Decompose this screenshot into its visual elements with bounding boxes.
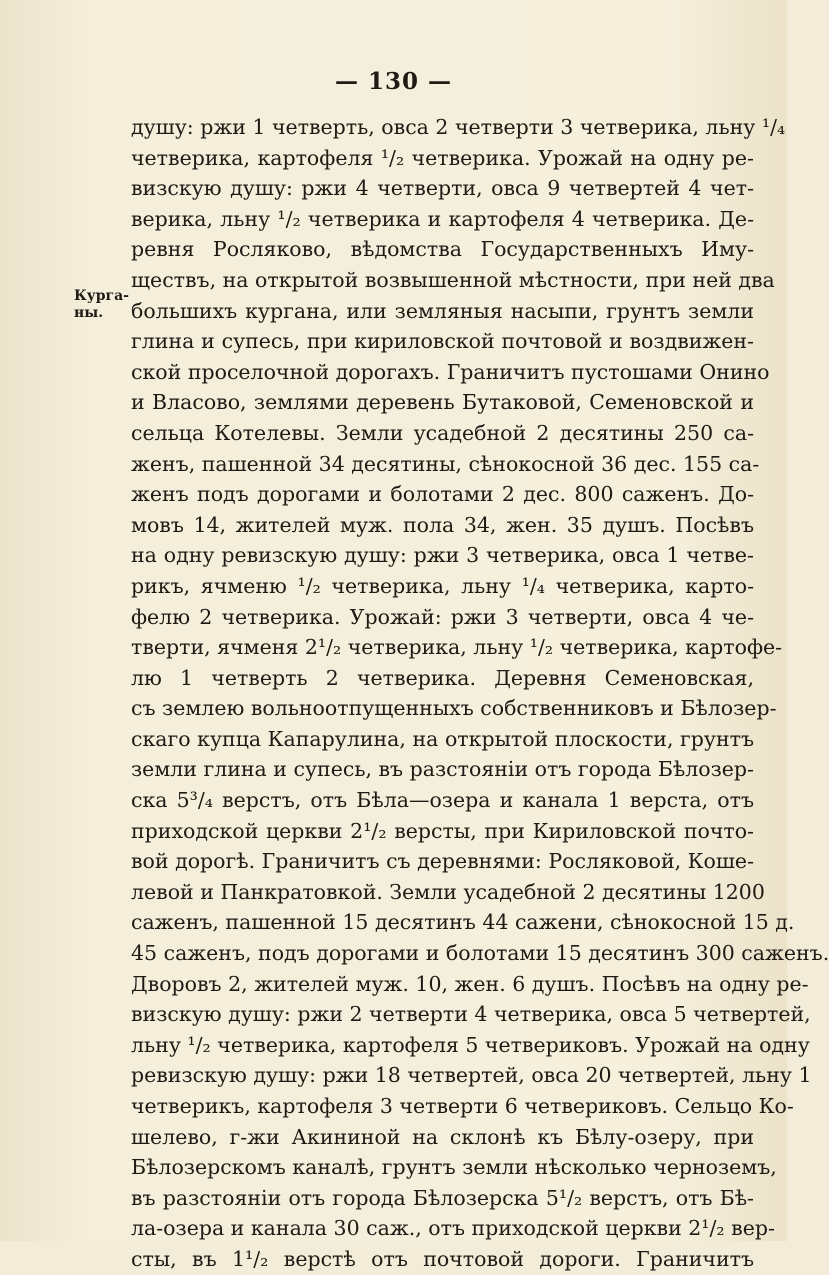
text-line: скаго купца Капарулина, на открытой плоскости, грунтъ xyxy=(131,726,754,751)
text-line: визскую душу: ржи 4 четверти, овса 9 четвертей 4 чет- xyxy=(131,176,754,201)
text-line: ревизскую душу: ржи 18 четвертей, овса 20 четвертей, льну 1 xyxy=(131,1063,812,1088)
text-line: саженъ, пашенной 15 десятинъ 44 сажени, сѣнокосной 15 д. xyxy=(131,910,795,935)
text-line: женъ, пашенной 34 десятины, сѣнокосной 36 дес. 155 са- xyxy=(131,451,760,476)
text-line: душу: ржи 1 четверть, овса 2 четверти 3 четверика, льну ¹/₄ xyxy=(131,115,786,139)
margin-note: Курга- ны. xyxy=(74,288,129,321)
text-line: ла-озера и канала 30 саж., отъ приходской церкви 2¹/₂ вер- xyxy=(131,1216,775,1241)
text-line: левой и Панкратовкой. Земли усадебной 2 десятины 1200 xyxy=(131,879,765,904)
page-number: — 130 — xyxy=(334,68,453,95)
text-line: ществъ, на открытой возвышенной мѣстности, при ней два xyxy=(131,267,775,292)
text-line: четверика, картофеля ¹/₂ четверика. Урожай на одну ре- xyxy=(131,145,754,170)
text-line: шелево, г-жи Акининой на склонѣ къ Бѣлу-озеру, при xyxy=(131,1124,754,1149)
text-line: ревня Росляково, вѣдомства Государственныхъ Иму- xyxy=(131,237,754,262)
text-line: лю 1 четверть 2 четверика. Деревня Семеновская, xyxy=(131,665,754,690)
text-line: рикъ, ячменю ¹/₂ четверика, льну ¹/₄ четверика, карто- xyxy=(131,573,754,598)
text-line: тверти, ячменя 2¹/₂ четверика, льну ¹/₂ четверика, картофе- xyxy=(131,635,783,660)
text-line: визскую душу: ржи 2 четверти 4 четверика, овса 5 четвертей, xyxy=(131,1002,811,1027)
text-line: съ землею вольноотпущенныхъ собственниковъ и Бѣлозер- xyxy=(131,696,777,721)
text-line: Дворовъ 2, жителей муж. 10, жен. 6 душъ. Посѣвъ на одну ре- xyxy=(131,971,809,996)
text-line: приходской церкви 2¹/₂ версты, при Кириловской почто- xyxy=(131,818,754,843)
text-line: на одну ревизскую душу: ржи 3 четверика, овса 1 четве- xyxy=(131,543,754,568)
text-line: въ разстояніи отъ города Бѣлозерска 5¹/₂ верстъ, отъ Бѣ- xyxy=(131,1185,754,1210)
text-line: сты, въ 1¹/₂ верстѣ отъ почтовой дороги. Граничитъ xyxy=(131,1246,754,1271)
text-line: ска 5³/₄ верстъ, отъ Бѣла—озера и канала 1 верста, отъ xyxy=(131,788,754,813)
text-line: фелю 2 четверика. Урожай: ржи 3 четверти, овса 4 че- xyxy=(131,604,754,629)
text-line: вой дорогѣ. Граничитъ съ деревнями: Росляковой, Коше- xyxy=(131,849,754,874)
text-line: четверикъ, картофеля 3 четверти 6 четвериковъ. Сельцо Ко- xyxy=(131,1094,794,1118)
text-line: Бѣлозерскомъ каналѣ, грунтъ земли нѣсколько черноземъ, xyxy=(131,1155,777,1180)
text-line: большихъ кургана, или земляныя насыпи, грунтъ земли xyxy=(131,298,754,323)
text-line: сельца Котелевы. Земли усадебной 2 десятины 250 са- xyxy=(131,420,754,445)
text-line: льну ¹/₂ четверика, картофеля 5 четвериковъ. Урожай на одну xyxy=(131,1032,810,1057)
text-line: 45 саженъ, подъ дорогами и болотами 15 десятинъ 300 саженъ. xyxy=(131,941,829,966)
body-text xyxy=(131,112,829,1275)
text-line: женъ подъ дорогами и болотами 2 дес. 800 саженъ. До- xyxy=(131,482,754,507)
text-line: верика, льну ¹/₂ четверика и картофеля 4 четверика. Де- xyxy=(131,206,754,231)
text-line: мовъ 14, жителей муж. пола 34, жен. 35 душъ. Посѣвъ xyxy=(131,512,754,537)
text-line: и Власово, землями деревень Бутаковой, Семеновской и xyxy=(131,390,754,415)
text-line: глина и супесь, при кириловской почтовой и воздвижен- xyxy=(131,329,754,354)
text-line: земли глина и супесь, въ разстояніи отъ города Бѣлозер- xyxy=(131,757,754,782)
text-line: ской проселочной дорогахъ. Граничитъ пустошами Онино xyxy=(131,359,770,384)
